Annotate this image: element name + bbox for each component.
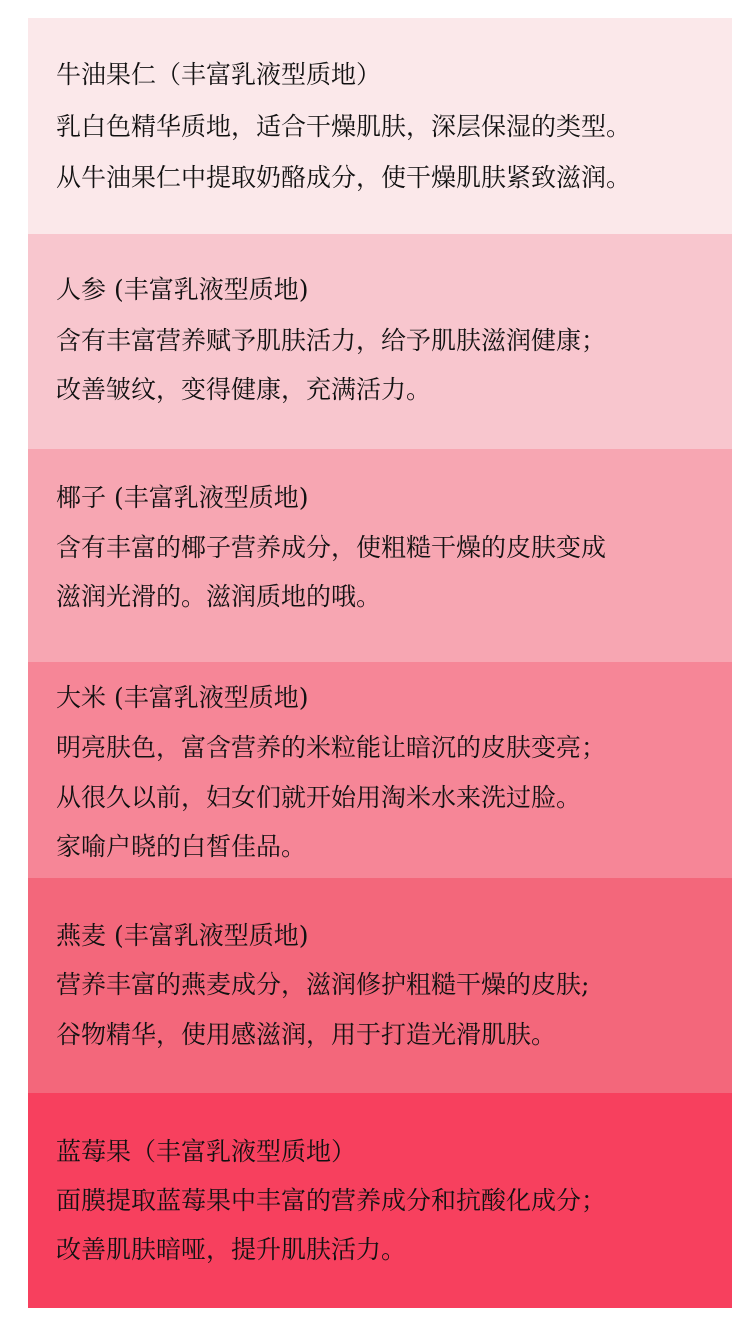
card-text-line: 乳白色精华质地，适合干燥肌肤，深层保湿的类型。 [56,112,632,141]
card-title: 椰子 (丰富乳液型质地) [56,483,309,512]
card-text-line: 改善肌肤暗哑，提升肌肤活力。 [56,1235,407,1264]
card-text-line: 面膜提取蓝莓果中丰富的营养成分和抗酸化成分； [56,1186,607,1215]
ingredient-card-oat [28,878,732,1093]
ingredient-card-avocado [28,18,732,234]
card-text-line: 营养丰富的燕麦成分，滋润修护粗糙干燥的皮肤; [56,970,590,999]
card-title: 大米 (丰富乳液型质地) [56,683,309,712]
ingredient-card-ginseng [28,234,732,449]
card-text-line: 明亮肤色，富含营养的米粒能让暗沉的皮肤变亮； [56,733,607,762]
ingredient-card-blueberry [28,1093,732,1308]
card-text-line: 含有丰富营养赋予肌肤活力，给予肌肤滋润健康； [56,326,607,355]
card-text-line: 谷物精华，使用感滋润，用于打造光滑肌肤。 [56,1020,557,1049]
ingredient-card-coconut [28,449,732,662]
ingredient-card-rice [28,662,732,878]
card-title: 燕麦 (丰富乳液型质地) [56,921,309,950]
card-title: 蓝莓果（丰富乳液型质地） [56,1137,357,1166]
card-text-line: 改善皱纹，变得健康，充满活力。 [56,375,432,404]
card-text-line: 从很久以前，妇女们就开始用淘米水来洗过脸。 [56,783,582,812]
card-text-line: 家喻户晓的白皙佳品。 [56,832,307,861]
card-title: 牛油果仁（丰富乳液型质地） [56,60,382,89]
card-title: 人参 (丰富乳液型质地) [56,275,309,304]
card-text-line: 含有丰富的椰子营养成分，使粗糙干燥的皮肤变成 [56,533,607,562]
card-text-line: 从牛油果仁中提取奶酪成分，使干燥肌肤紧致滋润。 [56,163,632,192]
card-text-line: 滋润光滑的。滋润质地的哦。 [56,582,382,611]
